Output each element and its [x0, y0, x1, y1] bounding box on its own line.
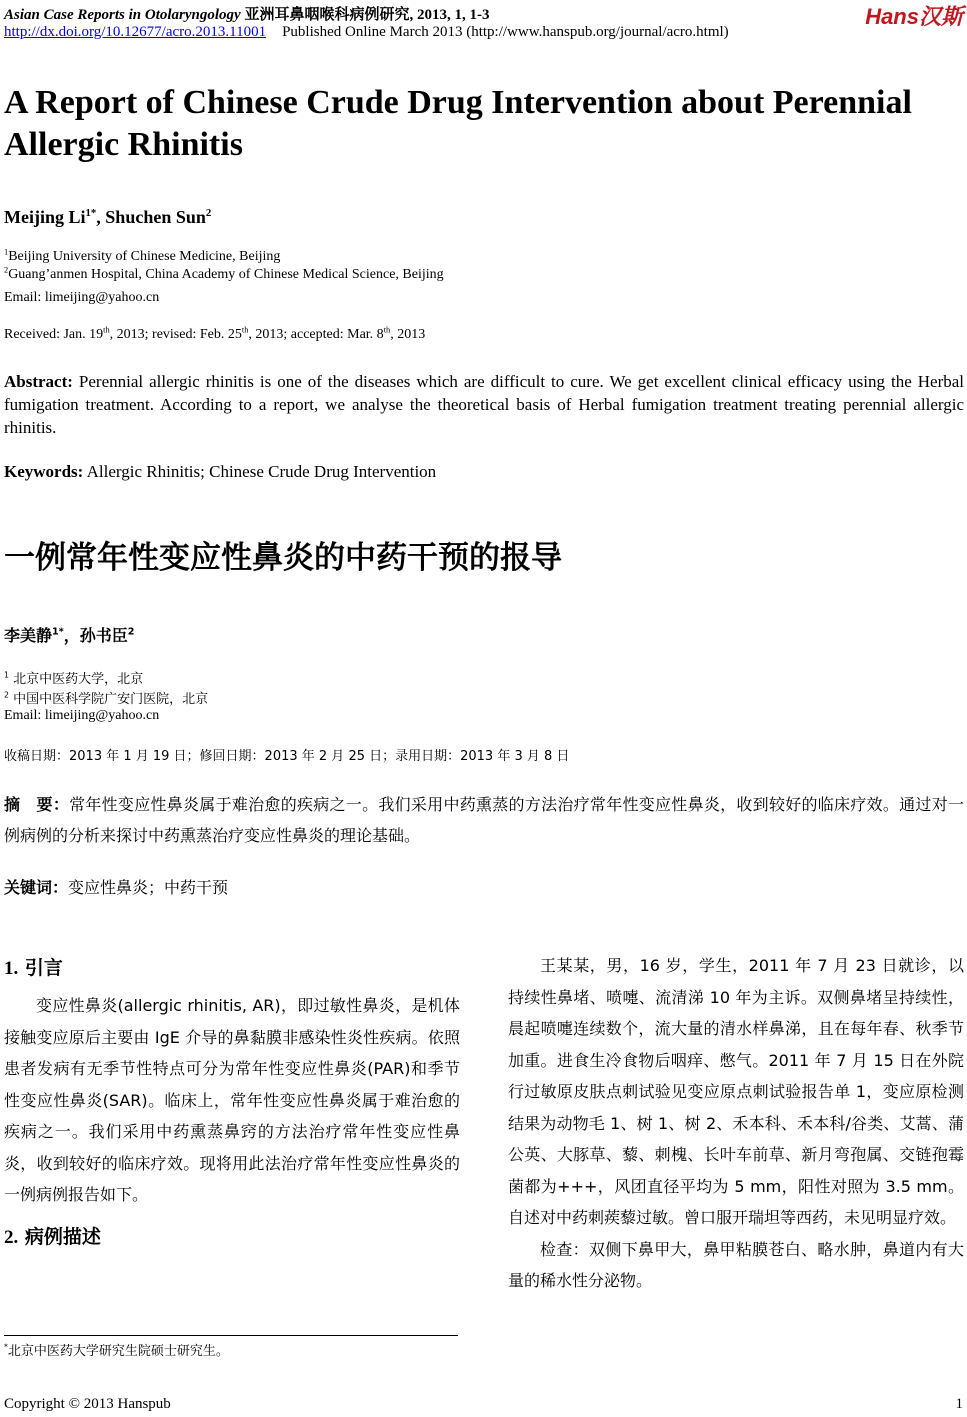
journal-name-cn: 亚洲耳鼻咽喉科病例研究, 2013, 1, 1-3	[244, 7, 490, 23]
abstract-label: Abstract:	[4, 372, 73, 391]
abstract-en	[4, 370, 964, 439]
affiliation-cn-1: $^1$ 北京中医药大学，北京	[4, 670, 144, 687]
body-right-column	[508, 950, 964, 1297]
affiliation-en-2: $^2$Guang’anmen Hospital, China Academy of Chinese Medical Science, Beijing	[4, 265, 444, 282]
footnote: *北京中医药大学研究生院硕士研究生。	[4, 1342, 229, 1359]
body-left-column	[4, 950, 460, 1256]
affiliation-en-1: $^1$Beijing University of Chinese Medicine, Beijing	[4, 247, 281, 264]
abstract-text: Perennial allergic rhinitis is one of the diseases which are difficult to cure. We get excellent clinical efficacy using the Herbal fumigation treatment. According to a report, we analyse the theoretical basis of Herbal fumigation treatment treating perennial allergic rhinitis.	[4, 372, 964, 437]
author-1: Meijing Li	[4, 207, 86, 227]
authors-cn: 李美静$^{1*}$，孙书臣$^2$	[4, 626, 135, 645]
email-en: Email: limeijing@yahoo.cn	[4, 290, 160, 305]
article-title-en: A Report of Chinese Crude Drug Intervention about Perennial Allergic Rhinitis	[4, 84, 912, 163]
case-paragraph-1: 王某某，男，16 岁，学生，2011 年 7 月 23 日就诊，以持续性鼻堵、喷嚏、流清涕 10 年为主诉。双侧鼻堵呈持续性，晨起喷嚏连续数个，流大量的清水样鼻涕，且在每年春、秋季节加重。进食生冷食物后咽痒、憋气。2011 年 7 月 15 日在外院行过敏原皮肤点刺试验见变应原点刺试验报告单 1，变应原检测结果为动物毛 1、树 1、树 2、禾本科、禾本科/谷类、艾蒿、蒲公英、大豚草、藜、刺槐、长叶车前草、新月弯孢属、交链孢霉菌都为+++，风团直径平均为 5 mm，阳性对照为 3.5 mm。自述对中药刺蒺藜过敏。曾口服开瑞坦等西药，未见明显疗效。	[508, 956, 964, 1227]
keywords-cn: 关键词：变应性鼻炎；中药干预	[4, 878, 229, 897]
authors-en: Meijing $Li^{1*}$, Shuchen Sun$^2$	[4, 207, 212, 227]
section-1-paragraph: 变应性鼻炎(allergic rhinitis, AR)，即过敏性鼻炎，是机体接触变应原后主要由 IgE 介导的鼻黏膜非感染性炎性疾病。依照患者发病有无季节性特点可分为常年性变应性鼻炎(PAR)和季节性变应性鼻炎(SAR)。临床上，常年性变应性鼻炎属于难治愈的疾病之一。我们采用中药熏蒸鼻窍的方法治疗常年性变应性鼻炎，收到较好的临床疗效。现将用此法治疗常年性变应性鼻炎的一例病例报告如下。	[4, 996, 460, 1204]
running-header	[4, 3, 489, 24]
keywords-en: Keywords: Allergic Rhinitis; Chinese Crude Drug Intervention	[4, 462, 437, 481]
email-cn: Email: limeijing@yahoo.cn	[4, 708, 160, 723]
page-number: 1	[955, 1396, 963, 1412]
case-paragraph-2: 检查：双侧下鼻甲大，鼻甲粘膜苍白、略水肿，鼻道内有大量的稀水性分泌物。	[508, 1239, 964, 1290]
journal-name-en: Asian Case Reports in Otolaryngology	[4, 7, 241, 23]
received-dates: Received: Jan. 19th, 2013; revised: Feb. 25th, 2013; accepted: Mar. 8th, 2013	[4, 325, 426, 342]
abstract-cn: 摘 要：常年性变应性鼻炎属于难治愈的疾病之一。我们采用中药熏蒸的方法治疗常年性变应性鼻炎，收到较好的临床疗效。通过对一例病例的分析来探讨中药熏蒸治疗变应性鼻炎的理论基础。	[4, 795, 964, 845]
section-1-heading: 1. 引言	[4, 957, 63, 979]
footnote-divider	[4, 1335, 458, 1336]
doi-line	[4, 24, 729, 41]
section-2-heading: 2. 病例描述	[4, 1225, 101, 1248]
doi-link[interactable]: http://dx.doi.org/10.12677/acro.2013.11001	[4, 24, 267, 40]
published-online: Published Online March 2013 (http://www.hanspub.org/journal/acro.html)	[282, 24, 729, 40]
dates-cn: 收稿日期：2013 年 1 月 19 日；修回日期：2013 年 2 月 25 日；录用日期：2013 年 3 月 8 日	[4, 749, 570, 764]
affiliation-cn-2: $^2$ 中国中医科学院广安门医院，北京	[4, 690, 209, 707]
author-2: Shuchen Sun	[105, 207, 206, 227]
article-title-cn: 一例常年性变应性鼻炎的中药干预的报导	[4, 540, 562, 576]
hanspub-logo: Hans汉斯	[865, 4, 963, 29]
copyright: Copyright © 2013 Hanspub	[4, 1396, 171, 1412]
